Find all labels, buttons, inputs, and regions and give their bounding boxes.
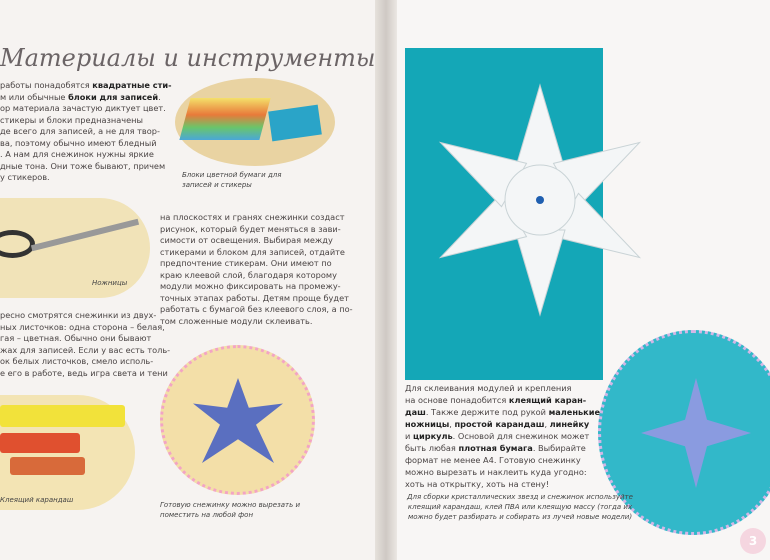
blue-snowflake-photo xyxy=(160,345,315,495)
white-snowflake-photo xyxy=(425,80,655,320)
paragraph-two: ресно смотрятся снежинки из двух- ных листочков: одна сторона – белая, гая – цветная. Обычно они бывают жах для записей. Если у вас есть толь- ок белых листочков, смело исполь- е его в работе, ведь игра света и тени xyxy=(0,310,171,378)
paragraph-three: на плоскостях и гранях снежинки создаст рисунок, который будет меняться в зави- симости от освещения. Выбирая между стикерами и блоком для записей, отдайте предпочтение стикерам. Они имеют по краю клеевой слой, благодаря которому модули можно фиксировать на промежу- точных этапах работы. Детям проще будет работать с бумагой без клеевого слоя, а по- том сложенные модули склеивать. xyxy=(160,212,353,326)
caption-snowflake: Готовую снежинку можно вырезать и поместить на любой фон xyxy=(160,501,301,519)
caption-scissors: Ножницы xyxy=(92,279,128,287)
note-text: Для сборки кристаллических звезд и снежинок используйте клеящий карандаш, клей ПВА или клеящую массу (тогда их можно будет разбирать и собирать из лучей новые модели) xyxy=(407,493,633,521)
page-title: Материалы и инструменты xyxy=(0,44,376,72)
intro-text: работы понадобятся квадратные сти- м или обычные блоки для записей. ор материала зачастую диктует цвет. стикеры и блоки предназначены де всего для записей, а не для твор- ва, поэтому обычно имеют бледный . А нам для снежинок нужны яркие дные тона. Они тоже бывают, причем у стикеров. xyxy=(0,80,172,182)
scissors-photo xyxy=(0,198,150,298)
caption-pads: Блоки цветной бумаги для записей и стикеры xyxy=(182,171,282,189)
book-spine xyxy=(375,0,397,560)
sticky-pads-photo xyxy=(175,78,335,166)
caption-glue: Клеящий карандаш xyxy=(0,496,74,504)
page-number: 3 xyxy=(740,528,766,554)
glue-stick-photo xyxy=(0,395,135,510)
right-paragraph: Для склеивания модулей и крепления на основе понадобится клеящий каран- даш. Также держите под рукой маленькие ножницы, простой карандаш, линейку и циркуль. Основой для снежинок может быть любая плотная бумага. Выбирайте формат не менее А4. Готовую снежинку можно вырезать и наклеить куда угодно: хоть на открытку, хоть на стену! xyxy=(405,383,601,489)
